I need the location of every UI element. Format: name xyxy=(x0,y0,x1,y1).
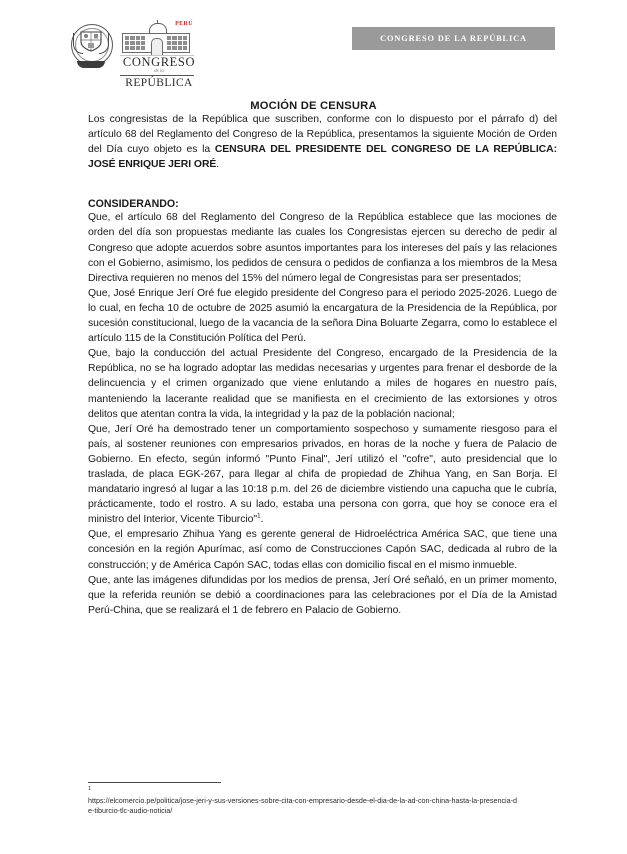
footnote-number: 1 xyxy=(88,786,92,792)
page-header xyxy=(0,0,627,90)
header-banner xyxy=(352,27,555,50)
institutional-logos xyxy=(0,0,198,89)
logo-congreso-text: CONGRESO xyxy=(122,55,196,69)
section-heading-considerando: CONSIDERANDO: xyxy=(88,198,179,211)
intro-paragraph xyxy=(88,112,557,172)
document-body xyxy=(0,100,627,618)
peru-label: PERÚ xyxy=(175,21,193,27)
paragraph-articulo-68: Que, el artículo 68 del Reglamento del Congreso de la República establece que las mociones de orden del día son propuestas mediante las cuales los Congresistas ejercen su derecho de pedir al Congreso que adopte acuerdos sobre asuntos importantes para los intereses del país y las relaciones con el Gobierno, asimismo, los pedidos de censura o pedidos de confianza a los miembros de la Mesa Directiva requieren no menos del 15% del número legal de Congresistas para ser presentados; xyxy=(88,212,557,284)
logo-dela-text: de la xyxy=(154,69,164,74)
paragraph-seguridad: Que, bajo la conducción del actual Presidente del Congreso, encargado de la Presidencia de la República, no se ha logrado adoptar las medidas necesarias y urgentes para frenar el desborde de la delincuencia y el crimen organizado que viene enlutando a miles de hogares en nuestro país, manteniendo la lacerante realidad que se manifiesta en el crecimiento de las extorsiones y otros delitos que atentan contra la vida, la integridad y la paz de la población nacional; xyxy=(88,348,557,420)
header-banner-text: CONGRESO DE LA REPÚBLICA xyxy=(380,34,527,43)
paragraph-cofre-text: Que, Jerí Oré ha demostrado tener un comportamiento sospechoso y sumamente riesgoso para el país, al sostener reuniones con empresarios privados, en horas de la noche y fuera de Palacio de Gobierno. En efecto, según informó "Punto Final", Jerí utilizó el "cofre", auto presidencial que lo traslada, de placa EGK-267, para llegar al chifa de propiedad de Zhihua Yang, en San Borja. El mandatario ingresó al lugar a las 10:18 p.m. del 26 de diciembre vistiendo una capucha que le cubría, prácticamente, todo el rostro. A su lado, estaba una persona con gorra, que hoy se conoce era el ministro del Interior, Vicente Tiburcio" xyxy=(88,423,557,526)
paragraph-eleccion-jeri: Que, José Enrique Jerí Oré fue elegido presidente del Congreso para el periodo 2025-2026. Luego de lo cual, en fecha 10 de octubre de 2025 asumió la encargatura de la Presidencia de la República, por sucesión constitucional, luego de la vacancia de la señora Dina Boluarte Zegarra, como lo establece el artículo 115 de la Constitución Política del Perú. xyxy=(88,287,557,345)
paragraph-cofre-reunion xyxy=(88,422,557,528)
logo-republica-text: REPÚBLICA xyxy=(125,77,193,90)
paragraph-version-prensa: Que, ante las imágenes difundidas por los medios de prensa, Jerí Oré señaló, en un primer momento, que la referida reunión se debió a coordinaciones para las celebraciones por el Día de la Amistad Perú-China, que se realizará el 1 de febrero en Palacio de Gobierno. xyxy=(88,574,557,616)
congreso-republica-logo xyxy=(120,18,198,89)
paragraph-empresario-yang: Que, el empresario Zhihua Yang es gerente general de Hidroeléctrica América SAC, que tiene una concesión en la región Apurímac, así como de Construcciones Capón SAC, dedicada al rubro de la construcción; y de América Capón SAC, todas ellas con domicilio fiscal en el mismo inmueble. xyxy=(88,529,557,571)
footnote-separator xyxy=(88,782,221,783)
intro-text-before: Los congresistas de la República que suscriben, conforme con lo dispuesto por el párrafo d) del artículo 68 del Reglamento del Congreso de la República, presentamos la siguiente Moción de Orden del Día cuyo objeto es la xyxy=(88,114,557,156)
peru-national-seal-icon xyxy=(68,18,114,78)
footnote-url[interactable]: https://elcomercio.pe/politica/jose-jeri-y-sus-versiones-sobre-cita-con-empresario-desde-el-dia-de-la-ad-con-china-hasta-la-presencia-de-tiburcio-tlc-audio-noticia/ xyxy=(88,796,518,816)
intro-bold-text: CENSURA DEL PRESIDENTE DEL CONGRESO DE LA REPÚBLICA: JOSÉ ENRIQUE JERI ORÉ xyxy=(88,144,557,171)
footnote-reference-marker[interactable]: 1 xyxy=(256,512,261,520)
paragraph-cofre-text-end: . xyxy=(260,514,264,526)
congress-building-icon xyxy=(120,20,194,54)
intro-text-after: . xyxy=(216,159,220,171)
footnote-section xyxy=(88,782,548,817)
page-title: MOCIÓN DE CENSURA xyxy=(250,100,377,112)
